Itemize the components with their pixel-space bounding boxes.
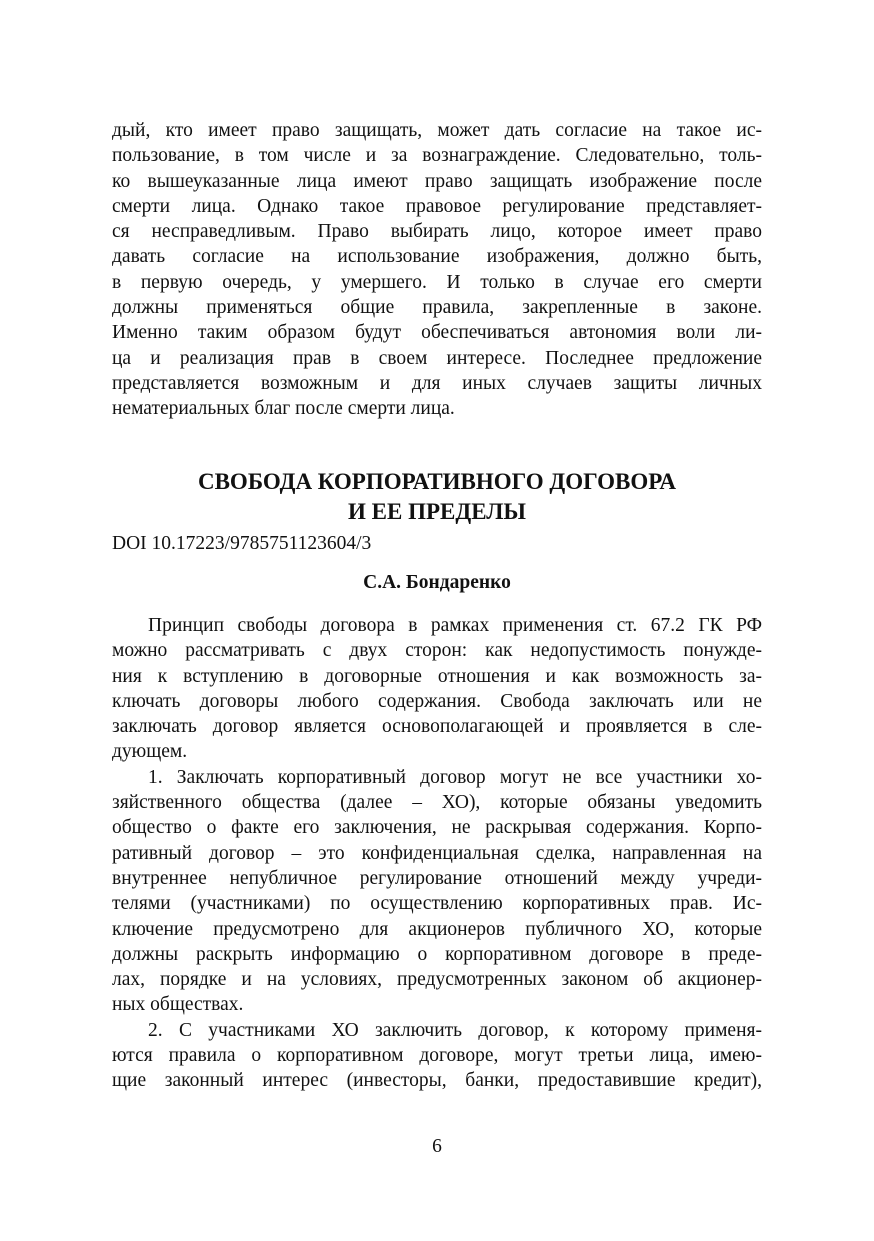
text-line: представляется возможным и для иных случаев защиты личных (112, 372, 762, 394)
article-title-line-1: СВОБОДА КОРПОРАТИВНОГО ДОГОВОРА (197, 469, 676, 494)
paragraph (112, 118, 762, 422)
text-line: 1. Заключать корпоративный договор могут не все участники хо- (148, 766, 762, 788)
text-line: должны раскрыть информацию о корпоративном договоре в преде- (112, 943, 762, 965)
paragraph (112, 613, 762, 765)
paragraph-continuation (112, 118, 762, 422)
text-line: ко вышеуказанные лица имеют право защищать изображение после (112, 170, 762, 192)
article-body (112, 613, 762, 1094)
text-line: ния к вступлению в договорные отношения и как возможность за- (112, 665, 762, 687)
text-line: смерти лица. Однако такое правовое регулирование представляет- (112, 195, 762, 217)
text-line: телями (участниками) по осуществлению корпоративных прав. Ис- (112, 893, 762, 915)
text-line: Именно таким образом будут обеспечиваться автономия воли ли- (112, 322, 762, 344)
text-line: общество о факте его заключения, не раскрывая содержания. Корпо- (112, 817, 762, 839)
text-line: ются правила о корпоративном договоре, могут третьи лица, имею- (112, 1045, 762, 1067)
doi: DOI 10.17223/9785751123604/3 (112, 533, 372, 554)
paragraph (112, 765, 762, 1018)
text-line: ца и реализация прав в своем интересе. Последнее предложение (112, 347, 762, 369)
text-line: заключать договор является основополагающей и проявляется в сле- (112, 716, 762, 738)
text-line: нематериальных благ после смерти лица. (112, 398, 455, 420)
text-line: ся несправедливым. Право выбирать лицо, которое имеет право (112, 221, 762, 243)
author: С.А. Бондаренко (363, 572, 511, 593)
text-line: лах, порядке и на условиях, предусмотренных законом об акционер- (112, 969, 762, 991)
text-line: ративный договор – это конфиденциальная сделка, направленная на (112, 842, 762, 864)
text-line: дый, кто имеет право защищать, может дать согласие на такое ис- (112, 120, 762, 141)
article-title-line-2: И ЕЕ ПРЕДЕЛЫ (348, 499, 526, 524)
text-line: пользование, в том числе и за вознаграждение. Следовательно, толь- (112, 145, 762, 167)
paragraph (112, 1018, 762, 1094)
text-line: в первую очередь, у умершего. И только в случае его смерти (112, 271, 762, 293)
text-line: зяйственного общества (далее – ХО), которые обязаны уведомить (112, 792, 762, 814)
text-line: ключение предусмотрено для акционеров публичного ХО, которые (112, 918, 762, 940)
text-line: давать согласие на использование изображения, должно быть, (112, 246, 762, 268)
text-line: Принцип свободы договора в рамках применения ст. 67.2 ГК РФ (148, 615, 762, 636)
text-line: можно рассматривать с двух сторон: как недопустимость понужде- (112, 640, 762, 662)
text-line: 2. С участниками ХО заключить договор, к которому применя- (148, 1019, 762, 1041)
text-line: внутреннее непубличное регулирование отношений между учреди- (112, 867, 762, 889)
text-line: ных обществах. (112, 994, 244, 1016)
text-line: должны применяться общие правила, закрепленные в законе. (112, 297, 762, 319)
page-number: 6 (432, 1136, 442, 1157)
text-line: щие законный интерес (инвесторы, банки, предоставившие кредит), (112, 1070, 762, 1092)
text-line: дующем. (112, 741, 188, 763)
text-line: ключать договоры любого содержания. Свобода заключать или не (112, 690, 762, 712)
